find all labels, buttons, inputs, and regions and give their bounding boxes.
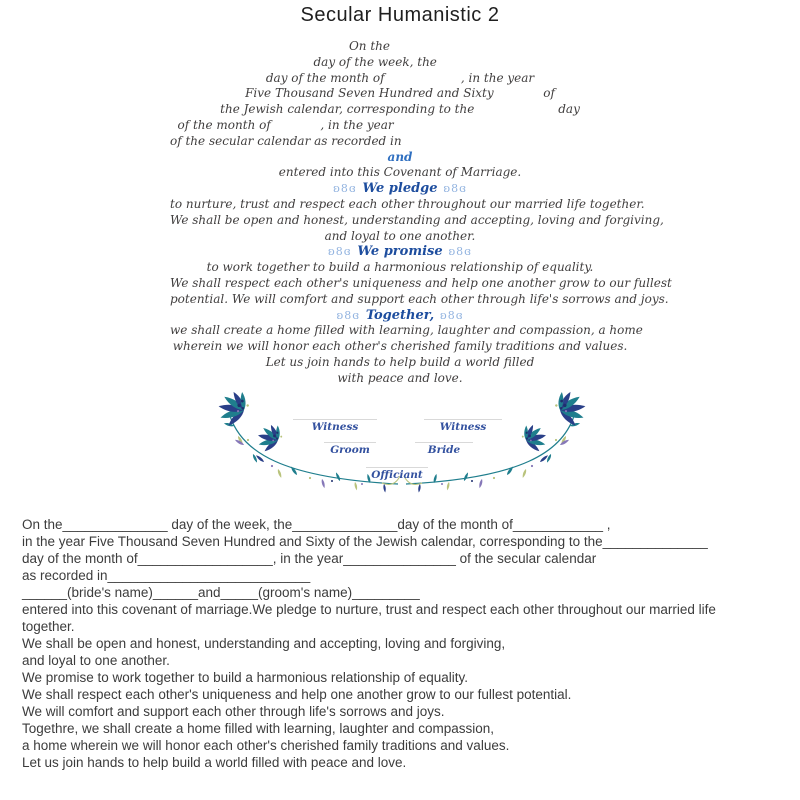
- signature-field-groom: [324, 442, 376, 456]
- transcript-line: entered into this covenant of marriage.We pledge to nurture, trust and respect each other throughout our married life: [22, 602, 716, 617]
- transcript-line: and loyal to one another.: [22, 653, 170, 668]
- transcript-line: as recorded in___________________________: [22, 568, 311, 583]
- signature-field-bride: [415, 442, 473, 456]
- certificate-line: of the month of , in the year: [177, 117, 623, 132]
- flourish-ornament-icon: ʚ8ɞ: [440, 308, 464, 322]
- page-title: Secular Humanistic 2: [300, 4, 500, 26]
- transcript-line: We shall respect each other's uniqueness and help one another grow to our fullest potential.: [22, 687, 572, 702]
- signature-line: [293, 419, 377, 420]
- transcript-line: Togethre, we shall create a home filled with learning, laughter and compassion,: [22, 721, 495, 736]
- transcript-line: a home wherein we will honor each other's cherished family traditions and values.: [22, 738, 510, 753]
- section-title: Together,: [365, 307, 435, 323]
- certificate-line: wherein we will honor each other's cherished family traditions and values.: [172, 339, 628, 354]
- flourish-ornament-icon: ʚ8ɞ: [448, 245, 472, 259]
- transcript-line: in the year Five Thousand Seven Hundred and Sixty of the Jewish calendar, corresponding to the______________: [22, 534, 708, 549]
- certificate-line: of the secular calendar as recorded in: [170, 133, 646, 148]
- certificate-line: to nurture, trust and respect each other throughout our married life together.: [170, 196, 645, 211]
- flourish-ornament-icon: ʚ8ɞ: [333, 182, 357, 196]
- transcript-line: We promise to work together to build a harmonious relationship of equality.: [22, 670, 468, 685]
- transcript-block: [22, 516, 788, 771]
- certificate-line: potential. We will comfort and support each other through life's sorrows and joys.: [170, 291, 669, 306]
- section-title: We pledge: [362, 181, 438, 197]
- transcript-line: On the______________ day of the week, the______________day of the month of____________ ,: [22, 517, 611, 532]
- signature-label: Witness: [439, 421, 487, 433]
- signature-label: Witness: [311, 421, 359, 433]
- certificate-line: entered into this Covenant of Marriage.: [278, 165, 522, 180]
- transcript-line: We will comfort and support each other through life's sorrows and joys.: [22, 704, 445, 719]
- certificate-line: the Jewish calendar, corresponding to the day: [220, 102, 580, 117]
- section-heading-we-pledge: [170, 181, 630, 197]
- certificate-line: to work together to build a harmonious relationship of equality.: [206, 260, 594, 275]
- signature-field-officiant: [366, 467, 428, 481]
- certificate-line: with peace and love.: [337, 370, 463, 385]
- certificate-line: day of the month of , in the year: [265, 70, 535, 85]
- certificate-line: day of the week, the: [313, 54, 487, 69]
- transcript-line: ______(bride's name)______and_____(groom's name)_________: [22, 585, 420, 600]
- certificate-line: we shall create a home filled with learning, laughter and compassion, a home: [170, 323, 643, 338]
- signature-label: Officiant: [371, 469, 423, 481]
- signature-field-witness-left: [293, 419, 377, 433]
- transcript-line: day of the month of__________________, in the year_______________ of the secular calendar: [22, 551, 597, 566]
- signature-line: [366, 467, 428, 468]
- section-title: We promise: [357, 244, 443, 260]
- certificate-line: We shall be open and honest, understanding and accepting, loving and forgiving,: [170, 212, 664, 227]
- transcript-line: We shall be open and honest, understanding and accepting, loving and forgiving,: [22, 636, 506, 651]
- certificate-conjunction: and: [387, 149, 413, 164]
- signature-line: [415, 442, 473, 443]
- signature-line: [424, 419, 502, 420]
- signature-area: [212, 382, 592, 494]
- certificate-line: and loyal to one another.: [324, 228, 476, 243]
- flourish-ornament-icon: ʚ8ɞ: [328, 245, 352, 259]
- section-heading-we-promise: [170, 244, 630, 260]
- signature-field-witness-right: [424, 419, 502, 433]
- certificate-line: On the: [348, 39, 452, 53]
- certificate-line: Five Thousand Seven Hundred and Sixty of: [245, 86, 555, 101]
- section-heading-together: [170, 308, 630, 324]
- certificate-preview: [170, 39, 672, 387]
- signature-line: [324, 442, 376, 443]
- flourish-ornament-icon: ʚ8ɞ: [443, 182, 467, 196]
- certificate-line: We shall respect each other's uniqueness and help one another grow to our fullest: [170, 275, 672, 290]
- certificate-line: Let us join hands to help build a world filled: [265, 354, 535, 369]
- signature-label: Groom: [330, 444, 370, 456]
- flourish-ornament-icon: ʚ8ɞ: [336, 308, 360, 322]
- transcript-line: Let us join hands to help build a world filled with peace and love.: [22, 755, 407, 770]
- signature-label: Bride: [427, 444, 461, 456]
- transcript-line: together.: [22, 619, 75, 634]
